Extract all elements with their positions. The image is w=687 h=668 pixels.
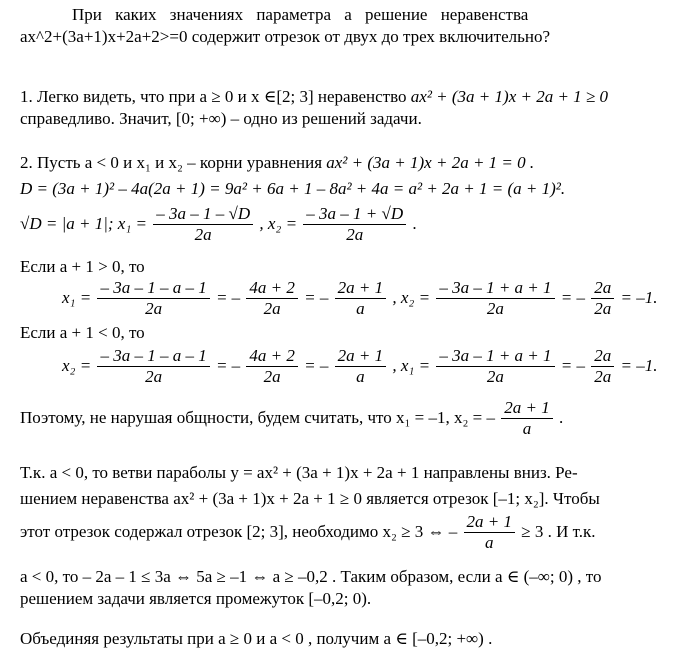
case1-fraction-5 [591,278,614,319]
part3-line-1: Т.к. a < 0, то ветви параболы y = ax² + (3a + 1)x + 2a + 1 направлены вниз. Ре- [20,463,578,482]
case2-fraction-2 [246,346,297,387]
case2-f1-num: – 3a – 1 – a – 1 [97,346,209,367]
part3-line-4: a < 0, то – 2a – 1 ≤ 3a ⇔ 5a ≥ –1 ⇔ a ≥ –0,2 . Таким образом, если a ∈ (–∞; 0) , то [20,567,602,586]
case1-f2-num: 4a + 2 [246,278,297,299]
wlog-end: . [559,408,564,428]
case2-f5-num: 2a [591,346,614,367]
case2-fraction-1 [97,346,209,387]
case1-f3-den: a [356,298,365,318]
case2-f2-num: 4a + 2 [246,346,297,367]
case1-f1-den: 2a [145,298,163,318]
case1-result: = –1. [620,288,658,308]
case2-f5-den: 2a [594,366,612,386]
case2-f4-den: 2a [486,366,504,386]
part3-denominator: a [485,532,494,552]
case2-fraction-5 [591,346,614,387]
part3-line3-text: этот отрезок содержал отрезок [2; 3], необходимо x₂ ≥ 3 ⇔ – [20,522,458,542]
part1-line-2: справедливо. Значит, [0; +∞) – одно из решений задачи. [20,109,422,128]
case1-f5-num: 2a [591,278,614,299]
part3-line-5: решением задачи является промежуток [–0,2; 0). [20,589,372,608]
case1-fraction-4 [436,278,554,319]
part1-line-1 [20,86,608,108]
case1-f2-den: 2a [263,298,281,318]
roots-prefix: √D = |a + 1|; x₁ = [20,214,147,234]
roots-mid: , x₂ = [259,214,298,234]
case2-lhs2: , x₁ = [392,356,431,376]
part2-intro-formula: ax² + (3a + 1)x + 2a + 1 = 0 . [326,153,535,172]
root1-numerator: – 3a – 1 – √D [153,204,253,225]
part1-text: 1. Легко видеть, что при a ≥ 0 и x ∈[2; 3] неравенство [20,87,407,106]
part3-line-3 [20,510,596,553]
root2-denominator: 2a [346,224,364,244]
wlog-denominator: a [522,418,532,438]
case1-f5-den: 2a [594,298,612,318]
part3-line-2: шением неравенства ax² + (3a + 1)x + 2a + 1 ≥ 0 является отрезок [–1; x₂]. Чтобы [20,489,600,508]
part3-line3-end: ≥ 3 . И т.к. [521,522,596,542]
case2-f4-num: – 3a – 1 + a + 1 [436,346,554,367]
case2-fraction-4 [436,346,554,387]
case1-fraction-3 [335,278,386,319]
case2-label: Если a + 1 < 0, то [20,323,145,342]
problem-line-1: При каких значениях параметра a решение неравенства [72,5,529,24]
part2-intro-text: 2. Пусть a < 0 и x₁ и x₂ – корни уравнения [20,153,323,172]
part3-fraction [464,512,515,553]
case2-f2-den: 2a [263,366,281,386]
roots-formula [20,202,417,245]
root2-numerator: – 3a – 1 + √D [303,204,406,225]
case2-f1-den: 2a [145,366,163,386]
wlog-line [20,396,563,439]
part1-formula: ax² + (3a + 1)x + 2a + 1 ≥ 0 [410,87,609,106]
case1-lhs2: , x₂ = [392,288,431,308]
case1-f1-num: – 3a – 1 – a – 1 [97,278,209,299]
case1-f4-num: – 3a – 1 + a + 1 [436,278,554,299]
root2-fraction [303,204,406,245]
case1-f4-den: 2a [486,298,504,318]
case1-f3-num: 2a + 1 [335,278,386,299]
case1-lhs1: x₁ = [62,288,92,308]
part2-intro [20,152,534,174]
root1-denominator: 2a [194,224,212,244]
wlog-numerator: 2a + 1 [501,398,552,419]
case2-lhs1: x₂ = [62,356,92,376]
discriminant-formula: D = (3a + 1)² – 4a(2a + 1) = 9a² + 6a + 1 – 8a² + 4a = a² + 2a + 1 = (a + 1)². [20,179,566,198]
case1-label: Если a + 1 > 0, то [20,257,145,276]
case2-result: = –1. [620,356,658,376]
case2-f3-den: a [356,366,365,386]
case2-f3-num: 2a + 1 [335,346,386,367]
problem-line-2: ax^2+(3a+1)x+2a+2>=0 содержит отрезок от двух до трех включительно? [20,27,551,46]
part3-numerator: 2a + 1 [464,512,515,533]
roots-end: . [412,214,417,234]
case1-formula: x₁ = $\frac{- 3a - 1 - a - 1}{2a}$ = – $\frac{4a + 2}{2a}$ = – $\frac{2a + 1}{a}$ , x₂ = $\frac{- 3a - 1 + a + 1}{2a}$ = – $\frac{2a}{2a}$ = –1. [62,277,658,318]
root1-fraction [153,204,253,245]
wlog-text: Поэтому, не нарушая общности, будем считать, что x₁ = –1, x₂ = – [20,408,496,428]
case2-formula: x₂ = $\frac{- 3a - 1 - a - 1}{2a}$ = – $\frac{4a + 2}{2a}$ = – $\frac{2a + 1}{a}$ , x₁ = $\frac{- 3a - 1 + a + 1}{2a}$ = – $\frac{2a}{2a}$ = –1. [62,345,658,386]
case1-fraction-2 [246,278,297,319]
case1-fraction-1 [97,278,209,319]
conclusion: Объединяя результаты при a ≥ 0 и a < 0 , получим a ∈ [–0,2; +∞) . [20,629,493,648]
wlog-fraction [501,398,552,439]
case2-fraction-3 [335,346,386,387]
